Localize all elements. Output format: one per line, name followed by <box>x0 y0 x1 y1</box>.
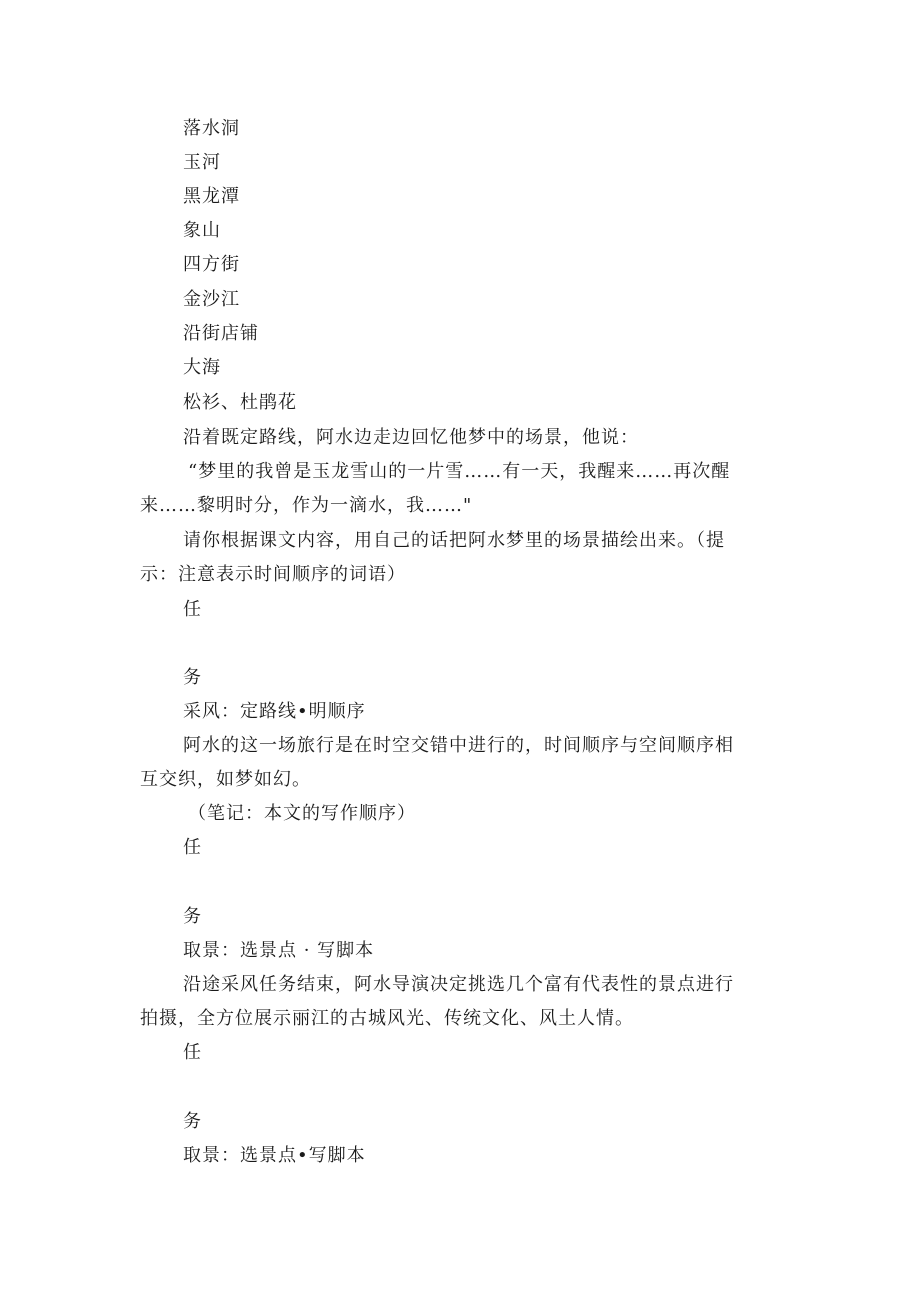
task-label: 务 <box>183 906 202 927</box>
place-item: 松衫、杜鹃花 <box>183 392 297 413</box>
quote-line: 来……黎明时分，作为一滴水，我……" <box>140 495 473 516</box>
task-title: 取景：选景点•写脚本 <box>183 1145 366 1166</box>
task-body: 阿水的这一场旅行是在时空交错中进行的，时间顺序与空间顺序相 <box>183 735 734 756</box>
task-label: 任 <box>183 1042 202 1063</box>
place-item: 落水洞 <box>183 118 240 139</box>
task-note: （笔记：本文的写作顺序） <box>188 803 416 824</box>
place-item: 黑龙潭 <box>183 186 240 207</box>
task-label: 务 <box>183 667 202 688</box>
place-item: 象山 <box>183 220 221 241</box>
task-body: 沿途采风任务结束，阿水导演决定挑选几个富有代表性的景点进行 <box>183 974 734 995</box>
place-item: 大海 <box>183 357 221 378</box>
place-item: 沿街店铺 <box>183 323 259 344</box>
place-item: 金沙江 <box>183 289 240 310</box>
task-title: 采风：定路线•明顺序 <box>183 701 366 722</box>
task-label: 任 <box>183 599 202 620</box>
task-label: 任 <box>183 837 202 858</box>
place-item: 玉河 <box>183 152 221 173</box>
place-item: 四方街 <box>183 254 240 275</box>
prompt-paragraph: 请你根据课文内容，用自己的话把阿水梦里的场景描绘出来。（提 <box>183 530 725 551</box>
task-body: 互交织，如梦如幻。 <box>140 769 311 790</box>
task-label: 务 <box>183 1111 202 1132</box>
task-body: 拍摄，全方位展示丽江的古城风光、传统文化、风土人情。 <box>140 1008 634 1029</box>
quote-line: “梦里的我曾是玉龙雪山的一片雪……有一天，我醒来……再次醒 <box>188 461 731 482</box>
prompt-paragraph: 示：注意表示时间顺序的词语） <box>140 564 406 585</box>
task-title: 取景：选景点 · 写脚本 <box>183 940 375 961</box>
intro-paragraph: 沿着既定路线，阿水边走边回忆他梦中的场景，他说： <box>183 427 639 448</box>
